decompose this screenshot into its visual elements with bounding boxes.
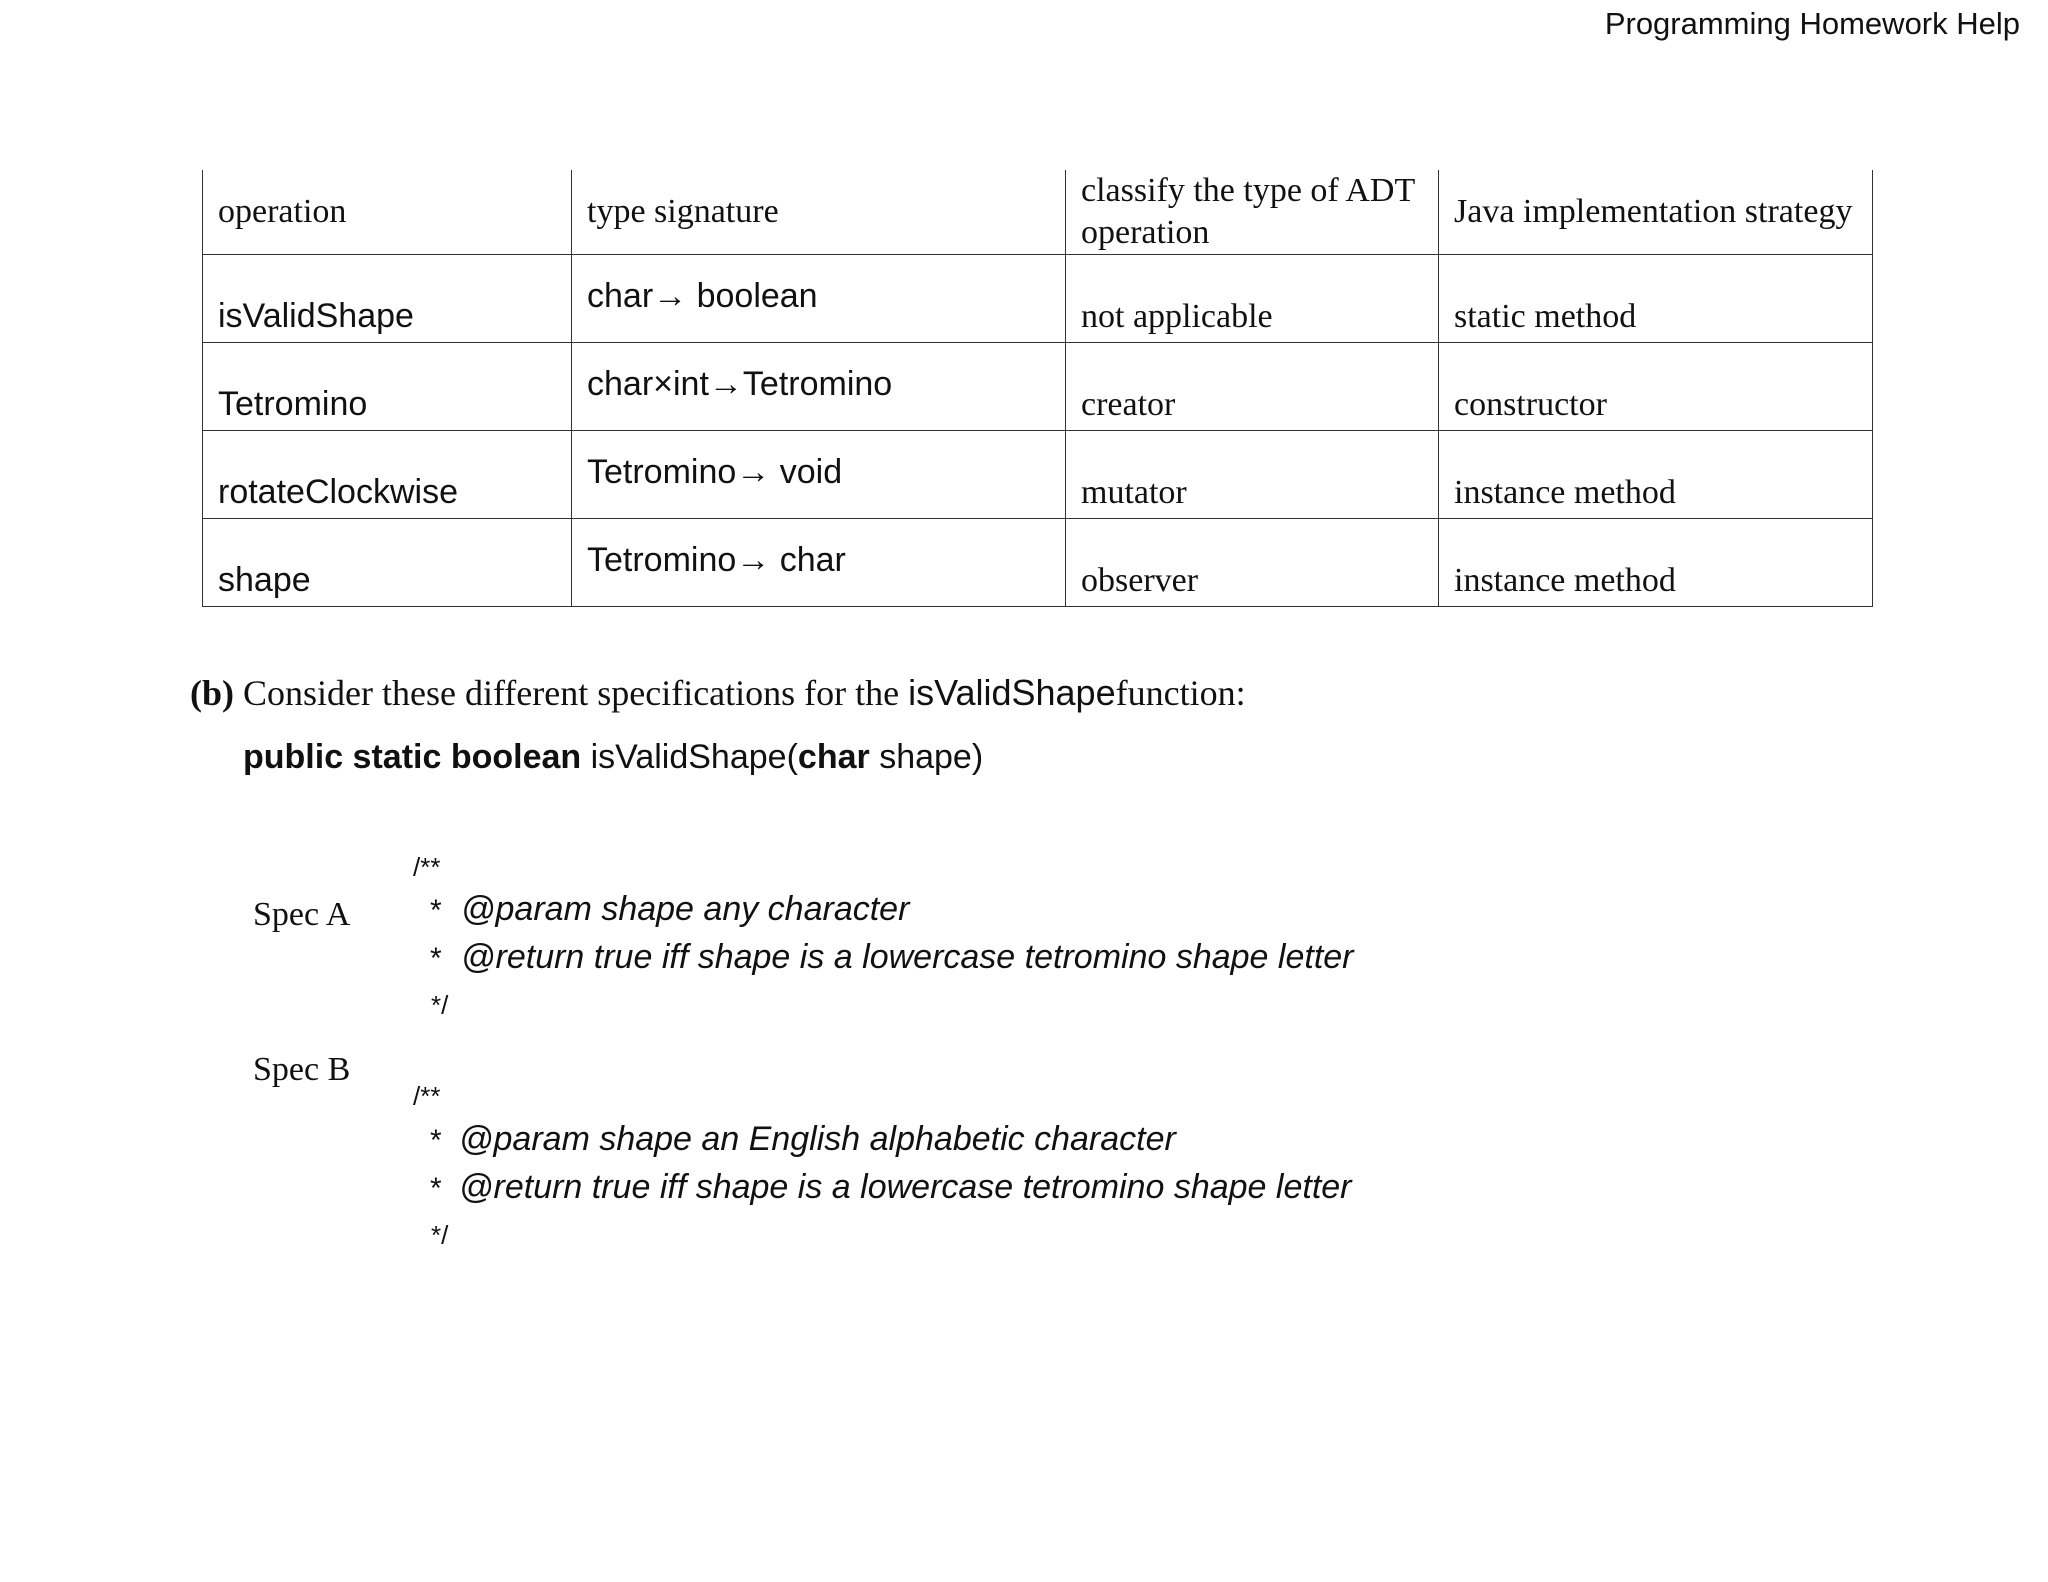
operation-cell: shape — [203, 519, 572, 607]
header-brand: Programming Homework Help — [1604, 6, 2020, 41]
classification-cell: mutator — [1066, 431, 1439, 519]
strategy-cell: instance method — [1439, 519, 1873, 607]
spec-a-asterisk: * — [430, 942, 442, 975]
operation-cell: rotateClockwise — [203, 431, 572, 519]
spec-a-label: Spec A — [253, 896, 351, 933]
signature-text: char→ boolean — [587, 277, 818, 315]
classification-cell: not applicable — [1066, 255, 1439, 343]
spec-b-asterisk: * — [430, 1172, 442, 1205]
column-header-classification: classify the type of ADT operation — [1066, 170, 1439, 255]
strategy-cell: instance method — [1439, 431, 1873, 519]
table-header-row — [203, 170, 1873, 255]
table-row — [203, 255, 1873, 343]
spec-a-return: @return true iff shape is a lowercase tetromino shape letter — [461, 938, 1354, 976]
signature-method-name: isValidShape( — [590, 738, 798, 776]
signature-text: Tetromino→ void — [587, 453, 843, 491]
column-header-strategy: Java implementation strategy — [1439, 170, 1873, 255]
question-text: Consider these different specifications for the — [243, 673, 900, 713]
signature-param-name: shape) — [879, 738, 984, 776]
spec-b-doc-open: /** — [413, 1081, 441, 1111]
spec-b-asterisk: * — [430, 1124, 442, 1157]
adt-operations-table — [202, 170, 1873, 607]
question-part-label: (b) — [190, 673, 234, 713]
spec-a-param: @param shape any character — [461, 890, 910, 928]
spec-a-doc-close: */ — [431, 990, 449, 1020]
question-text-end: function: — [1115, 673, 1246, 713]
operation-cell: Tetromino — [203, 343, 572, 431]
table-row — [203, 431, 1873, 519]
signature-cell — [572, 343, 1066, 431]
signature-text: char×int→Tetromino — [587, 365, 893, 403]
classification-cell: creator — [1066, 343, 1439, 431]
question-function-name: isValidShape — [908, 672, 1116, 713]
column-header-type-signature: type signature — [572, 170, 1066, 255]
question-b — [190, 672, 1246, 714]
signature-cell — [572, 431, 1066, 519]
operation-cell: isValidShape — [203, 255, 572, 343]
signature-cell — [572, 255, 1066, 343]
spec-a-asterisk: * — [430, 894, 442, 927]
signature-cell — [572, 519, 1066, 607]
signature-text: Tetromino→ char — [587, 541, 846, 579]
strategy-cell: constructor — [1439, 343, 1873, 431]
column-header-operation: operation — [203, 170, 572, 255]
classification-cell: observer — [1066, 519, 1439, 607]
signature-param-type: char — [797, 738, 870, 776]
table-row — [203, 519, 1873, 607]
table-row — [203, 343, 1873, 431]
spec-b-param: @param shape an English alphabetic character — [459, 1120, 1176, 1158]
spec-a-doc-open: /** — [413, 852, 441, 882]
method-signature — [243, 738, 983, 777]
spec-b-label: Spec B — [253, 1051, 351, 1088]
signature-modifiers: public static boolean — [243, 738, 582, 776]
spec-b-return: @return true iff shape is a lowercase tetromino shape letter — [459, 1168, 1352, 1206]
spec-b-doc-close: */ — [431, 1220, 449, 1250]
strategy-cell: static method — [1439, 255, 1873, 343]
